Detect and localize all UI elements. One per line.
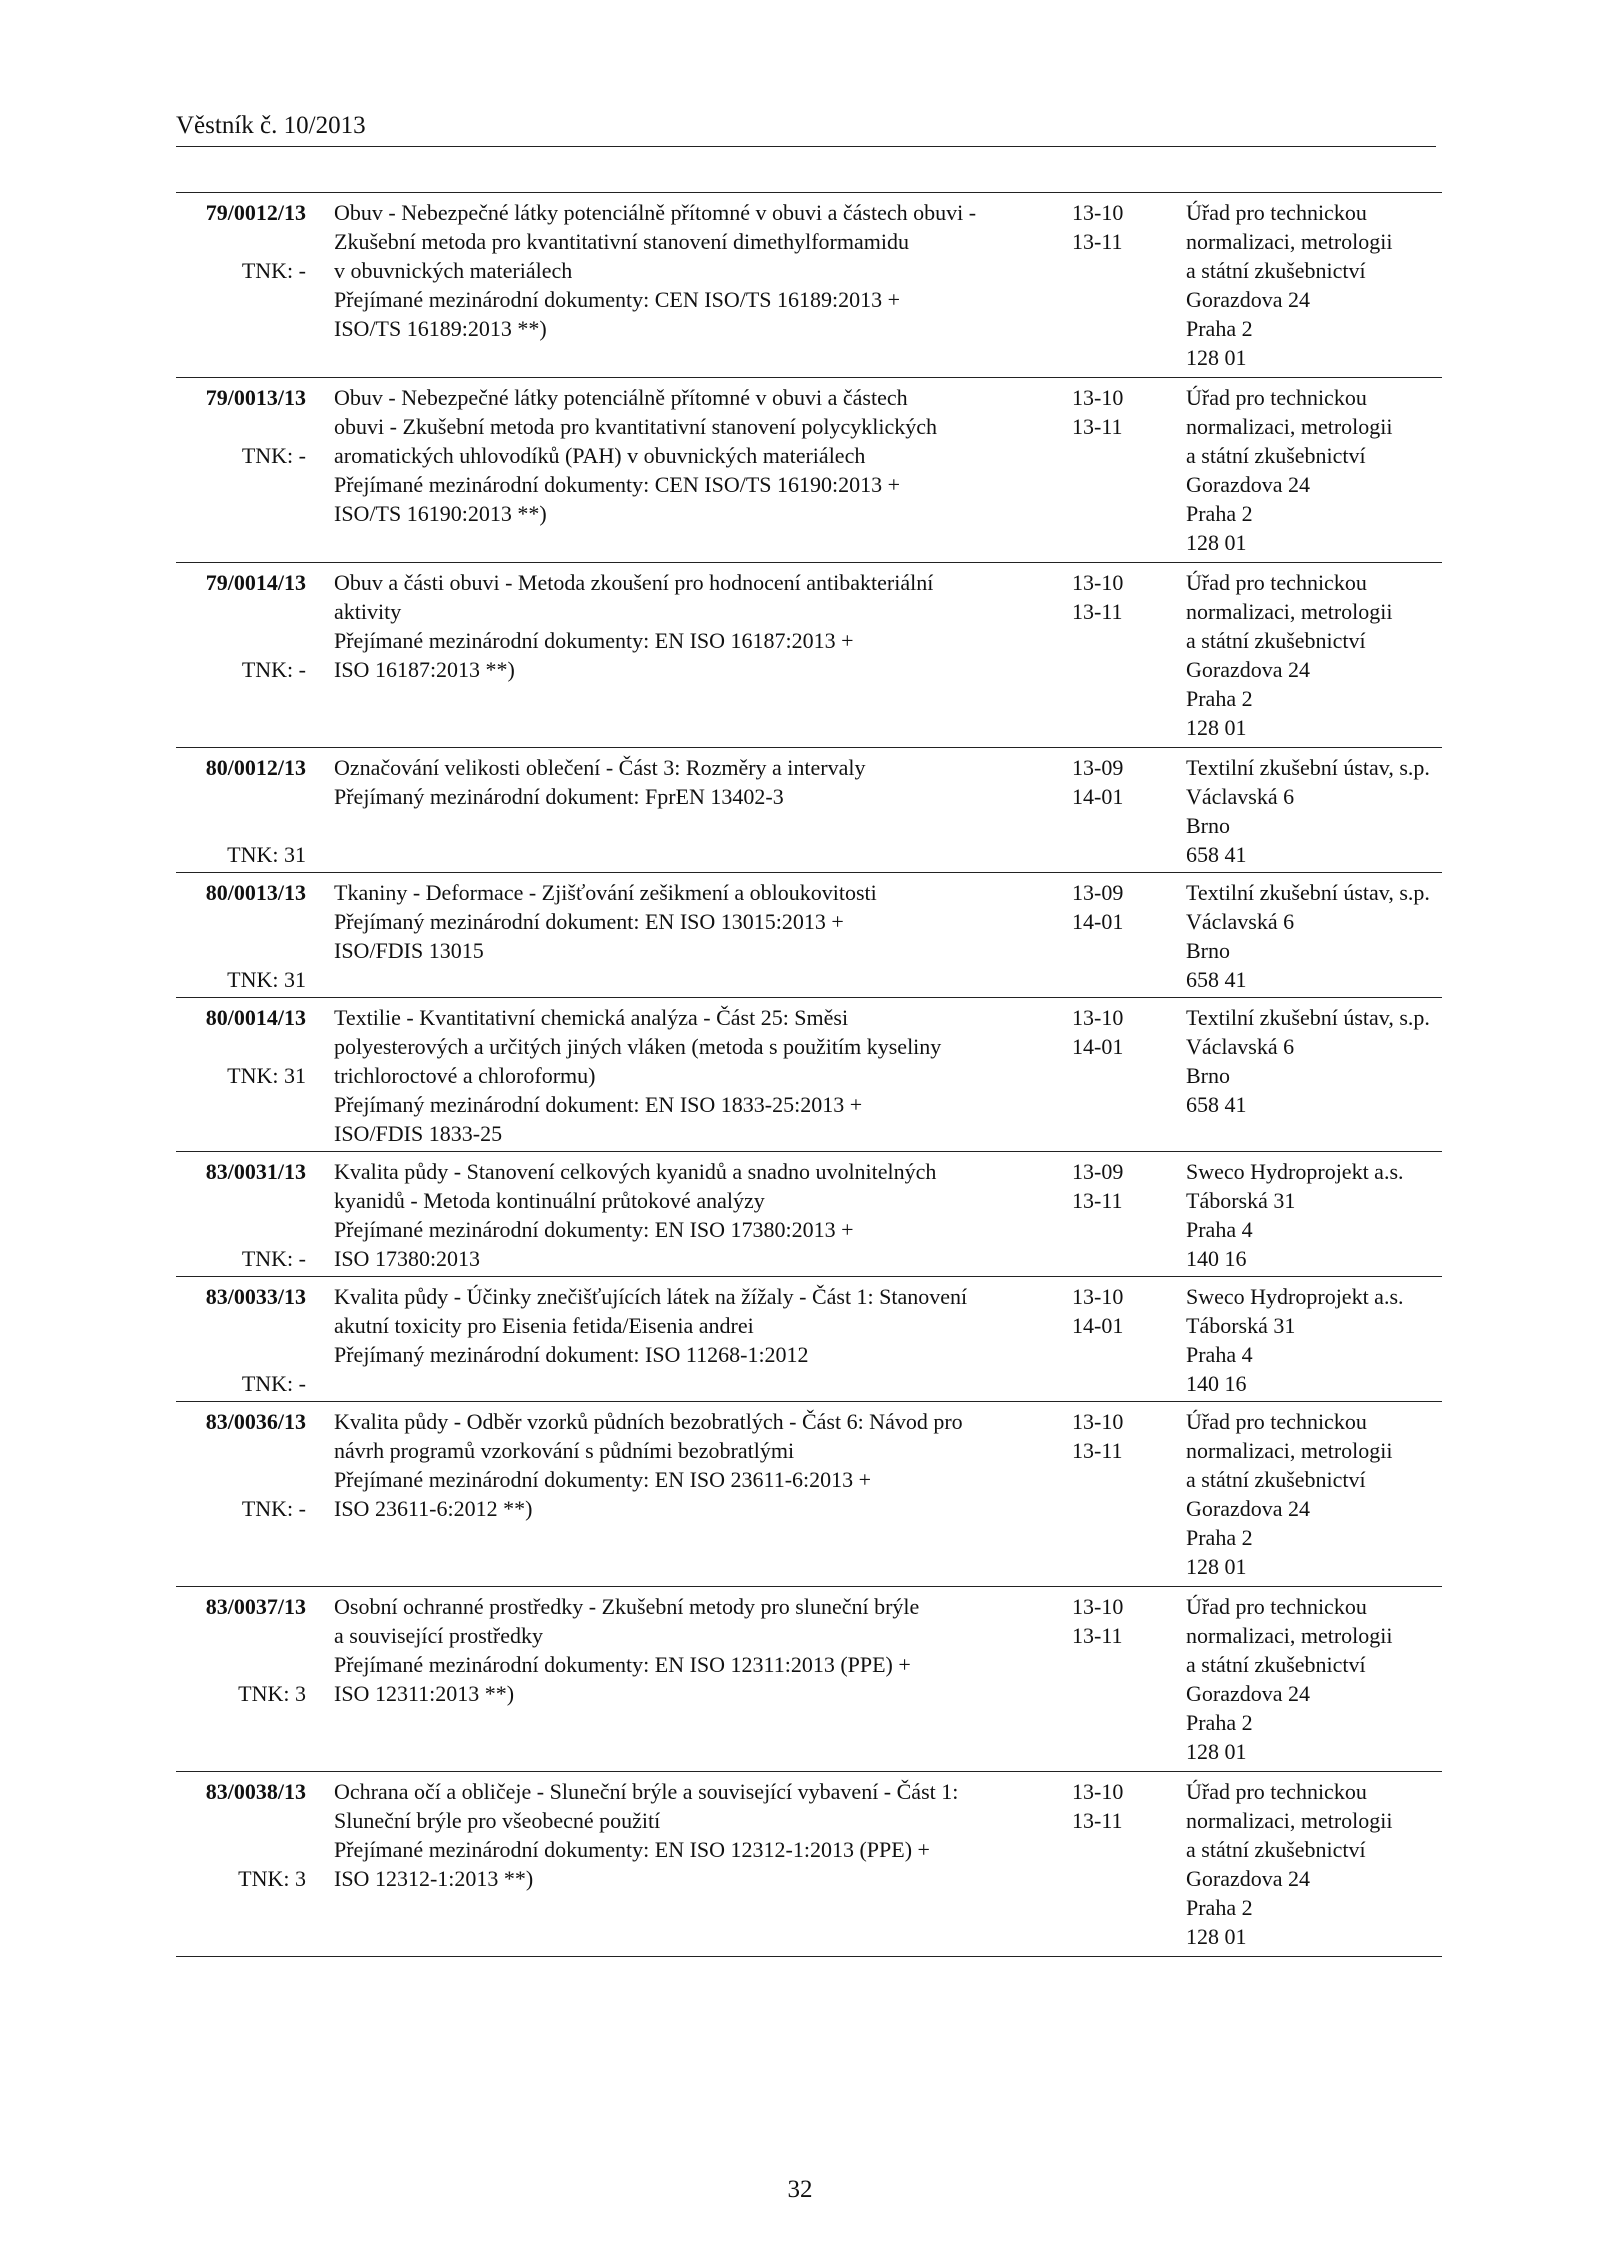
standard-number: 83/0033/13	[205, 1284, 306, 1309]
institution-line: Praha 2	[1186, 1895, 1253, 1920]
dates-cell	[1072, 878, 1162, 936]
standard-title-cell	[334, 1282, 968, 1369]
date-value: 14-01	[1072, 784, 1124, 809]
table-row	[176, 1402, 1442, 1587]
date-value: 13-11	[1072, 1438, 1123, 1463]
standard-number: 83/0037/13	[205, 1594, 306, 1619]
date-value: 13-11	[1072, 229, 1123, 254]
institution-cell	[1186, 1282, 1442, 1398]
standard-title-cell	[334, 383, 938, 528]
dates-cell	[1072, 1003, 1162, 1061]
institution-line: Textilní zkušební ústav, s.p.	[1186, 880, 1430, 905]
table-row	[176, 1587, 1442, 1772]
institution-line: Gorazdova 24	[1186, 472, 1311, 497]
institution-line: 140 16	[1186, 1371, 1247, 1396]
institution-line: 658 41	[1186, 842, 1247, 867]
institution-line: Brno	[1186, 1063, 1230, 1088]
title-line: trichloroctové a chloroformu)	[334, 1063, 596, 1088]
institution-line: Úřad pro technickou	[1186, 1409, 1367, 1434]
title-line: Kvalita půdy - Účinky znečišťujících látek na žížaly - Část 1: Stanovení	[334, 1284, 968, 1309]
title-line: Přejímaný mezinárodní dokument: ISO 11268-1:2012	[334, 1342, 809, 1367]
row-id-cell	[176, 1277, 306, 1401]
institution-line: 128 01	[1186, 1554, 1247, 1579]
standard-title-cell	[334, 1592, 920, 1708]
institution-line: normalizaci, metrologii	[1186, 229, 1393, 254]
title-line: Osobní ochranné prostředky - Zkušební metody pro sluneční brýle	[334, 1594, 920, 1619]
table-row	[176, 998, 1442, 1152]
title-line: Sluneční brýle pro všeobecné použití	[334, 1808, 661, 1833]
row-id-cell	[176, 748, 306, 872]
title-line: ISO/FDIS 1833-25	[334, 1121, 503, 1146]
tnk-label: TNK: -	[241, 657, 306, 682]
title-line: Přejímané mezinárodní dokumenty: EN ISO 16187:2013 +	[334, 628, 854, 653]
tnk-label: TNK: -	[241, 258, 306, 283]
institution-line: a státní zkušebnictví	[1186, 443, 1366, 468]
institution-line: a státní zkušebnictví	[1186, 1652, 1366, 1677]
institution-line: Gorazdova 24	[1186, 1681, 1311, 1706]
standard-title-cell	[334, 1003, 942, 1148]
page-header-title: Věstník č. 10/2013	[176, 112, 366, 139]
standard-title-cell	[334, 198, 977, 343]
date-value: 13-10	[1072, 385, 1124, 410]
tnk-label: TNK: -	[241, 1496, 306, 1521]
dates-cell	[1072, 1592, 1162, 1650]
institution-line: Gorazdova 24	[1186, 287, 1311, 312]
institution-line: Brno	[1186, 813, 1230, 838]
title-line: Zkušební metoda pro kvantitativní stanovení dimethylformamidu	[334, 229, 909, 254]
date-value: 13-10	[1072, 1284, 1124, 1309]
date-value: 13-09	[1072, 755, 1124, 780]
title-line: ISO 23611-6:2012 **)	[334, 1496, 533, 1521]
institution-line: Gorazdova 24	[1186, 657, 1311, 682]
date-value: 14-01	[1072, 909, 1124, 934]
title-line: Přejímané mezinárodní dokumenty: EN ISO 23611-6:2013 +	[334, 1467, 872, 1492]
institution-line: normalizaci, metrologii	[1186, 599, 1393, 624]
institution-line: Praha 4	[1186, 1342, 1253, 1367]
standard-title-cell	[334, 568, 934, 684]
standard-number: 79/0012/13	[205, 200, 306, 225]
title-line: polyesterových a určitých jiných vláken (metoda s použitím kyseliny	[334, 1034, 942, 1059]
institution-line: 128 01	[1186, 1924, 1247, 1949]
date-value: 13-11	[1072, 599, 1123, 624]
table-row	[176, 1152, 1442, 1277]
institution-line: 128 01	[1186, 1739, 1247, 1764]
header-divider	[176, 146, 1436, 147]
date-value: 13-11	[1072, 1188, 1123, 1213]
institution-cell	[1186, 1777, 1442, 1951]
dates-cell	[1072, 1157, 1162, 1215]
institution-line: Gorazdova 24	[1186, 1866, 1311, 1891]
institution-cell	[1186, 1157, 1442, 1273]
dates-cell	[1072, 568, 1162, 626]
table-row	[176, 873, 1442, 998]
institution-line: Sweco Hydroprojekt a.s.	[1186, 1159, 1404, 1184]
institution-line: Gorazdova 24	[1186, 1496, 1311, 1521]
institution-line: normalizaci, metrologii	[1186, 1438, 1393, 1463]
institution-line: Úřad pro technickou	[1186, 1594, 1367, 1619]
tnk-label: TNK: 31	[227, 967, 306, 992]
institution-line: Úřad pro technickou	[1186, 385, 1367, 410]
institution-line: a státní zkušebnictví	[1186, 258, 1366, 283]
institution-line: Praha 2	[1186, 1525, 1253, 1550]
title-line: ISO 12312-1:2013 **)	[334, 1866, 534, 1891]
institution-line: Brno	[1186, 938, 1230, 963]
title-line: návrh programů vzorkování s půdními bezobratlými	[334, 1438, 795, 1463]
title-line: aromatických uhlovodíků (PAH) v obuvnických materiálech	[334, 443, 866, 468]
institution-line: 128 01	[1186, 345, 1247, 370]
institution-line: Václavská 6	[1186, 1034, 1295, 1059]
standard-number: 80/0014/13	[205, 1005, 306, 1030]
institution-line: 658 41	[1186, 967, 1247, 992]
institution-line: normalizaci, metrologii	[1186, 1623, 1393, 1648]
institution-line: 140 16	[1186, 1246, 1247, 1271]
title-line: Označování velikosti oblečení - Část 3: Rozměry a intervaly	[334, 755, 866, 780]
title-line: Přejímané mezinárodní dokumenty: EN ISO 12312-1:2013 (PPE) +	[334, 1837, 930, 1862]
title-line: Přejímané mezinárodní dokumenty: CEN ISO/TS 16190:2013 +	[334, 472, 901, 497]
institution-line: 658 41	[1186, 1092, 1247, 1117]
table-row	[176, 1277, 1442, 1402]
institution-line: Praha 4	[1186, 1217, 1253, 1242]
institution-cell	[1186, 1003, 1442, 1119]
table-row	[176, 1772, 1442, 1957]
institution-line: Táborská 31	[1186, 1188, 1296, 1213]
title-line: Přejímaný mezinárodní dokument: FprEN 13402-3	[334, 784, 784, 809]
institution-line: 128 01	[1186, 715, 1247, 740]
institution-line: a státní zkušebnictví	[1186, 1837, 1366, 1862]
title-line: Ochrana očí a obličeje - Sluneční brýle a související vybavení - Část 1:	[334, 1779, 959, 1804]
institution-line: Sweco Hydroprojekt a.s.	[1186, 1284, 1404, 1309]
standard-number: 80/0012/13	[205, 755, 306, 780]
standard-title-cell	[334, 1157, 937, 1273]
title-line: ISO 16187:2013 **)	[334, 657, 515, 682]
institution-line: a státní zkušebnictví	[1186, 1467, 1366, 1492]
row-id-cell	[176, 563, 306, 747]
institution-line: Praha 2	[1186, 1710, 1253, 1735]
tnk-label: TNK: -	[241, 1246, 306, 1271]
tnk-label: TNK: -	[241, 443, 306, 468]
date-value: 13-10	[1072, 570, 1124, 595]
title-line: Přejímané mezinárodní dokumenty: EN ISO 12311:2013 (PPE) +	[334, 1652, 911, 1677]
row-id-cell	[176, 193, 306, 377]
standard-title-cell	[334, 1777, 959, 1893]
title-line: Obuv - Nebezpečné látky potenciálně přítomné v obuvi a částech	[334, 385, 908, 410]
institution-line: Václavská 6	[1186, 909, 1295, 934]
institution-line: Textilní zkušební ústav, s.p.	[1186, 755, 1430, 780]
title-line: Obuv - Nebezpečné látky potenciálně přítomné v obuvi a částech obuvi -	[334, 200, 977, 225]
institution-cell	[1186, 753, 1442, 869]
title-line: Tkaniny - Deformace - Zjišťování zešikmení a obloukovitosti	[334, 880, 877, 905]
date-value: 13-10	[1072, 1409, 1124, 1434]
dates-cell	[1072, 1282, 1162, 1340]
title-line: ISO/TS 16189:2013 **)	[334, 316, 547, 341]
title-line: Obuv a části obuvi - Metoda zkoušení pro hodnocení antibakteriální	[334, 570, 934, 595]
institution-line: Praha 2	[1186, 316, 1253, 341]
tnk-label: TNK: -	[241, 1371, 306, 1396]
title-line: aktivity	[334, 599, 402, 624]
row-id-cell	[176, 1402, 306, 1586]
institution-line: Praha 2	[1186, 501, 1253, 526]
date-value: 14-01	[1072, 1034, 1124, 1059]
standard-number: 83/0036/13	[205, 1409, 306, 1434]
dates-cell	[1072, 1777, 1162, 1835]
institution-line: Václavská 6	[1186, 784, 1295, 809]
institution-line: Textilní zkušební ústav, s.p.	[1186, 1005, 1430, 1030]
table-row	[176, 563, 1442, 748]
title-line: Kvalita půdy - Odběr vzorků půdních bezobratlých - Část 6: Návod pro	[334, 1409, 963, 1434]
title-line: ISO 12311:2013 **)	[334, 1681, 515, 1706]
date-value: 13-10	[1072, 1594, 1124, 1619]
title-line: Textilie - Kvantitativní chemická analýza - Část 25: Směsi	[334, 1005, 849, 1030]
row-id-cell	[176, 998, 306, 1151]
row-id-cell	[176, 1772, 306, 1956]
date-value: 13-11	[1072, 1623, 1123, 1648]
date-value: 13-10	[1072, 1779, 1124, 1804]
date-value: 13-11	[1072, 414, 1123, 439]
standard-number: 79/0013/13	[205, 385, 306, 410]
title-line: Přejímaný mezinárodní dokument: EN ISO 1833-25:2013 +	[334, 1092, 863, 1117]
dates-cell	[1072, 753, 1162, 811]
standard-title-cell	[334, 1407, 963, 1523]
row-id-cell	[176, 873, 306, 997]
standard-number: 83/0038/13	[205, 1779, 306, 1804]
institution-cell	[1186, 383, 1442, 557]
row-id-cell	[176, 1152, 306, 1276]
tnk-label: TNK: 3	[238, 1866, 306, 1891]
institution-line: Úřad pro technickou	[1186, 570, 1367, 595]
dates-cell	[1072, 198, 1162, 256]
table-row	[176, 193, 1442, 378]
date-value: 13-10	[1072, 200, 1124, 225]
institution-cell	[1186, 1407, 1442, 1581]
date-value: 13-10	[1072, 1005, 1124, 1030]
standard-title-cell	[334, 878, 894, 965]
title-line: ISO 17380:2013	[334, 1246, 481, 1271]
institution-cell	[1186, 198, 1442, 372]
row-id-cell	[176, 1587, 306, 1771]
title-line: Přejímané mezinárodní dokumenty: EN ISO 17380:2013 +	[334, 1217, 854, 1242]
table-row	[176, 378, 1442, 563]
institution-cell	[1186, 1592, 1442, 1766]
dates-cell	[1072, 1407, 1162, 1465]
table-row	[176, 748, 1442, 873]
date-value: 13-09	[1072, 880, 1124, 905]
institution-line: Praha 2	[1186, 686, 1253, 711]
tnk-label: TNK: 3	[238, 1681, 306, 1706]
tnk-label: TNK: 31	[227, 1063, 306, 1088]
standard-title-cell	[334, 753, 894, 811]
date-value: 13-09	[1072, 1159, 1124, 1184]
title-line: Přejímané mezinárodní dokumenty: CEN ISO/TS 16189:2013 +	[334, 287, 901, 312]
date-value: 13-11	[1072, 1808, 1123, 1833]
institution-line: Úřad pro technickou	[1186, 200, 1367, 225]
institution-line: 128 01	[1186, 530, 1247, 555]
page-number: 32	[787, 2176, 813, 2203]
institution-line: normalizaci, metrologii	[1186, 1808, 1393, 1833]
institution-line: Úřad pro technickou	[1186, 1779, 1367, 1804]
title-line: kyanidů - Metoda kontinuální průtokové analýzy	[334, 1188, 765, 1213]
standard-number: 79/0014/13	[205, 570, 306, 595]
standard-number: 80/0013/13	[205, 880, 306, 905]
row-id-cell	[176, 378, 306, 562]
title-line: Přejímaný mezinárodní dokument: EN ISO 13015:2013 +	[334, 909, 844, 934]
title-line: ISO/FDIS 13015	[334, 938, 484, 963]
institution-line: normalizaci, metrologii	[1186, 414, 1393, 439]
title-line: Kvalita půdy - Stanovení celkových kyanidů a snadno uvolnitelných	[334, 1159, 937, 1184]
title-line: v obuvnických materiálech	[334, 258, 573, 283]
dates-cell	[1072, 383, 1162, 441]
title-line: akutní toxicity pro Eisenia fetida/Eisenia andrei	[334, 1313, 754, 1338]
institution-cell	[1186, 568, 1442, 742]
tnk-label: TNK: 31	[227, 842, 306, 867]
institution-line: Táborská 31	[1186, 1313, 1296, 1338]
title-line: obuvi - Zkušební metoda pro kvantitativní stanovení polycyklických	[334, 414, 938, 439]
date-value: 14-01	[1072, 1313, 1124, 1338]
title-line: ISO/TS 16190:2013 **)	[334, 501, 547, 526]
standards-table	[176, 192, 1442, 1957]
title-line: a související prostředky	[334, 1623, 543, 1648]
institution-line: a státní zkušebnictví	[1186, 628, 1366, 653]
standard-number: 83/0031/13	[205, 1159, 306, 1184]
institution-cell	[1186, 878, 1442, 994]
